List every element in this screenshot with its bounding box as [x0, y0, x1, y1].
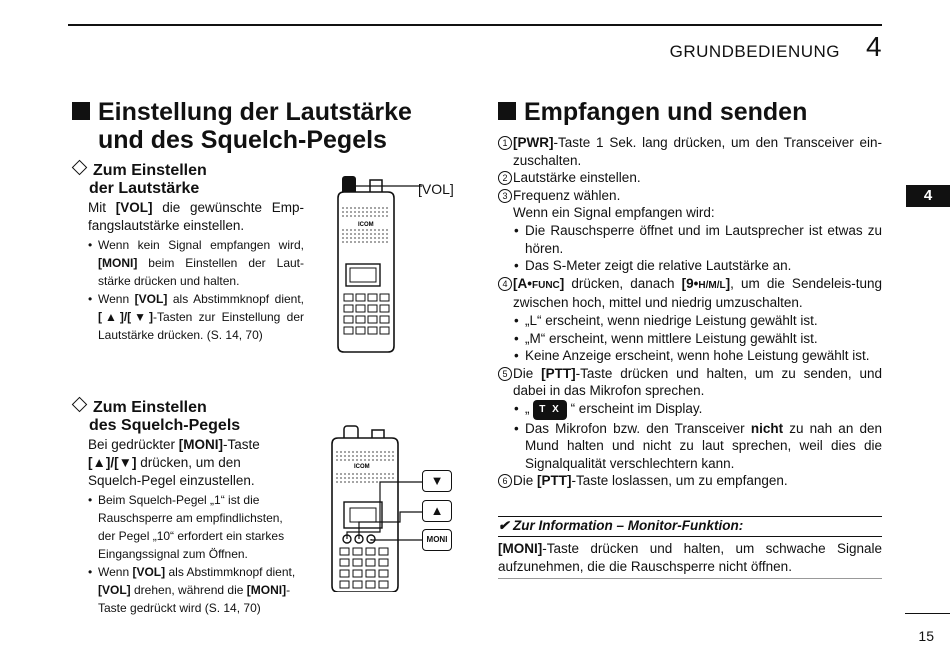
- step-marker: 6: [498, 474, 512, 488]
- square-bullet-icon: [498, 102, 516, 120]
- info-rule-mid: [498, 536, 882, 537]
- step-5-bullet-1: • „ T X “ erscheint im Display.: [498, 400, 882, 420]
- step-3-sub: Wenn ein Signal empfangen wird:: [513, 205, 715, 221]
- sql-section: [72, 399, 304, 617]
- radio-figure-vol: [330, 174, 460, 359]
- step-3-bullet-1: • Die Rauschsperre öffnet und im Lautsprecher ist etwas zu hören.: [498, 222, 882, 257]
- right-title: Empfangen und senden: [498, 98, 888, 126]
- step-3-bullet-2: • Das S-Meter zeigt die relative Lautstärke an.: [498, 257, 882, 275]
- info-rule-bottom: [498, 578, 882, 579]
- square-bullet-icon: [72, 102, 90, 120]
- vol-body: Mit [VOL] die gewünschte Emp-fangslautstärke einstellen.: [88, 200, 304, 233]
- footer-rule: [905, 613, 950, 614]
- sql-heading: Zum Einstellen des Squelch-Pegels: [72, 399, 304, 435]
- sql-body: Bei gedrückter [MONI]-Taste [▲]/[▼] drücken, um den Squelch-Pegel einzustellen.: [88, 437, 260, 488]
- step-2: 2 Lautstärke einstellen.: [498, 169, 882, 187]
- vol-bullet-1: • Wenn kein Signal empfangen wird, [MONI] beim Einstellen der Laut-stärke drücken und halten.: [88, 236, 304, 290]
- sql-bullet-1: • Beim Squelch-Pegel „1“ ist die Rauschsperre am empfindlichsten, der Pegel „10“ erfordert ein starkes Eingangssignal zum Öffnen.: [88, 491, 296, 563]
- vol-section: [72, 162, 304, 344]
- sql-bullet-2: • Wenn [VOL] als Abstimmknopf dient, [VOL] drehen, während die [MONI]-Taste gedrückt wird (S. 14, 70): [88, 563, 304, 617]
- step-marker: 4: [498, 277, 512, 291]
- page-number: 15: [918, 628, 934, 644]
- info-body: [MONI]-Taste drücken und halten, um schwache Signale aufzunehmen, die die Rauschsperre nicht öffnen.: [498, 541, 882, 574]
- step-marker: 5: [498, 367, 512, 381]
- diamond-icon: [72, 397, 88, 413]
- info-title: ✔ Zur Information – Monitor-Funktion:: [498, 518, 744, 533]
- steps-list: [498, 134, 882, 490]
- step-4-bullet-2: • „M“ erscheint, wenn mittlere Leistung gewählt ist.: [498, 330, 882, 348]
- step-4-bullet-1: • „L“ erscheint, wenn niedrige Leistung gewählt ist.: [498, 312, 882, 330]
- info-rule-top: [498, 516, 882, 517]
- step-marker: 2: [498, 171, 512, 185]
- step-5: 5 Die [PTT]-Taste drücken und halten, um zu senden, und dabei in das Mikrofon sprechen.: [498, 365, 882, 400]
- vol-callout-label: [VOL]: [418, 181, 454, 197]
- radio-illustration: [330, 174, 460, 354]
- left-title: Einstellung der Lautstärke und des Squelch-Pegels: [72, 98, 452, 154]
- step-4: 4 [A•FUNC] drücken, danach [9•H/M/L], um die Sendeleis-tung zwischen hoch, mittel und niedrig umzuschalten.: [498, 275, 882, 312]
- tx-indicator-icon: T X: [533, 400, 567, 420]
- step-marker: 3: [498, 189, 512, 203]
- step-4-bullet-3: • Keine Anzeige erscheint, wenn hohe Leistung gewählt ist.: [498, 347, 882, 365]
- step-5-bullet-2: • Das Mikrofon bzw. den Transceiver nicht zu nah an den Mund halten und nicht zu laut sprechen, weil dies die Signalqualität verschlechtern kann.: [498, 420, 882, 473]
- down-key-icon: ▼: [422, 470, 452, 492]
- diamond-icon: [72, 160, 88, 176]
- chapter-tab: 4: [906, 185, 950, 207]
- svg-text:ICOM: ICOM: [354, 464, 370, 470]
- step-marker: 1: [498, 136, 512, 150]
- vol-heading: Zum Einstellen der Lautstärke: [72, 162, 304, 198]
- radio-logo: ICOM: [358, 222, 374, 228]
- step-1: 1 [PWR]-Taste 1 Sek. lang drücken, um den Transceiver ein-zuschalten.: [498, 134, 882, 169]
- vol-bullet-2: • Wenn [VOL] als Abstimmknopf dient, [▲]/[▼]-Tasten zur Einstellung der Lautstärke drücken. (S. 14, 70): [88, 290, 304, 344]
- chapter-number: 4: [866, 31, 882, 62]
- moni-key-icon: MONI: [422, 529, 452, 551]
- section-title: GRUNDBEDIENUNG: [669, 42, 840, 61]
- step-6: 6 Die [PTT]-Taste loslassen, um zu empfangen.: [498, 472, 882, 490]
- header-rule: [68, 24, 882, 26]
- step-3: 3 Frequenz wählen.: [498, 187, 882, 205]
- up-key-icon: ▲: [422, 500, 452, 522]
